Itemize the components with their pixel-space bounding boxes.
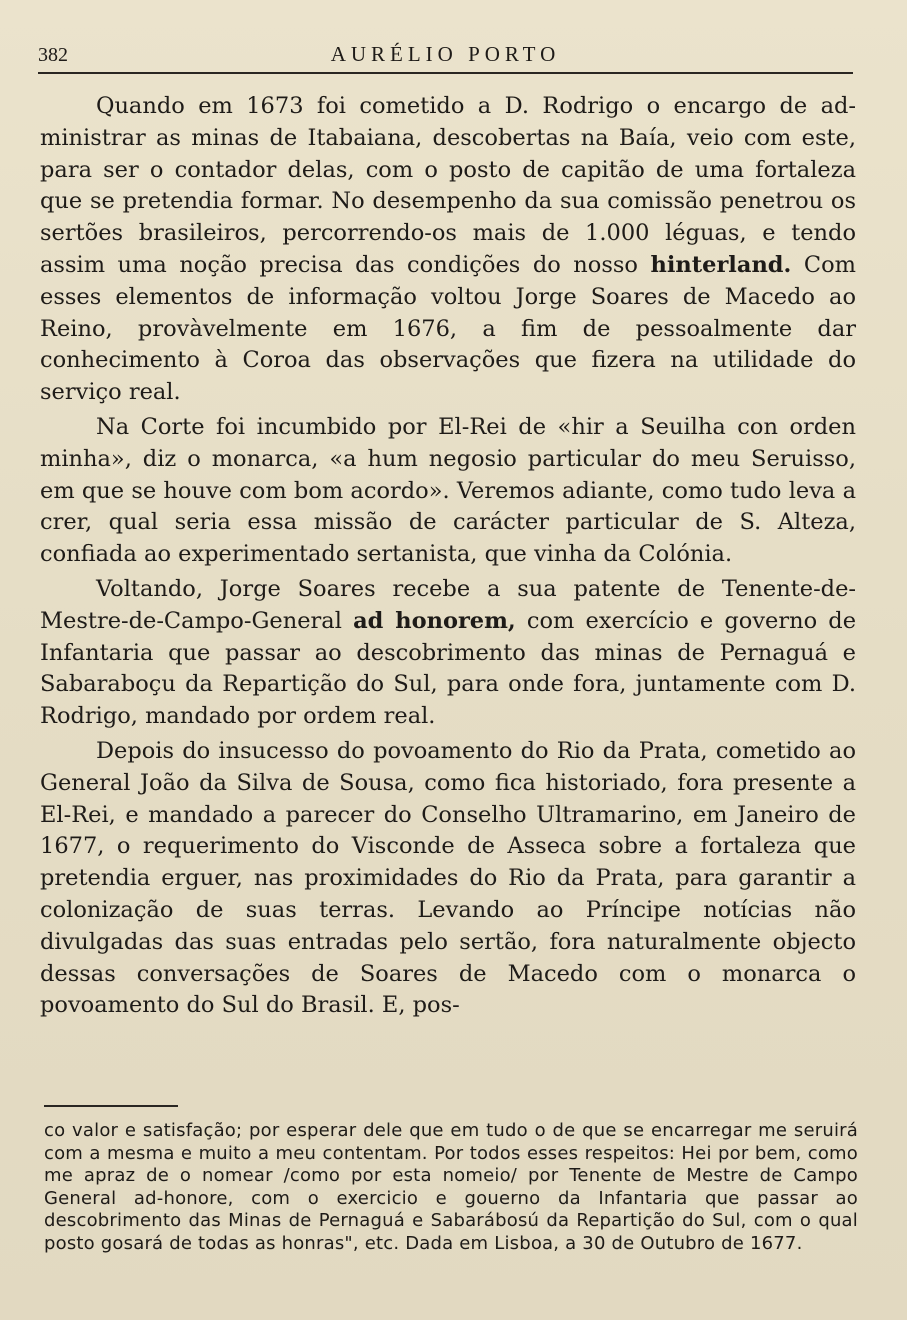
running-head: AURÉLIO PORTO [330, 42, 561, 66]
main-text [40, 91, 856, 1022]
page-number: 382 [38, 44, 68, 66]
paragraph-3-text-a: Voltando, Jorge Soares recebe a sua patente de Tenente-de-Mestre-de-Campo-General [40, 575, 856, 634]
paragraph-1-bold-term: hinterland. [650, 251, 792, 278]
page-header [38, 40, 853, 74]
paragraph-1 [40, 91, 856, 409]
footnote-text: co valor e satisfação; por esperar dele que em tudo o de que se encarregar me seruirá com a mesma e muito a meu contentam. Por todos esses respeitos: Hei por bem, como me apraz de o nomear /como por esta nomeio/ por Tenente de Mestre de Campo General ad-honore, com o exercicio e gouerno da Infantaria que passar ao descobrimento das Minas de Pernaguá e Sabarábosú da Repartição do Sul, com o qual posto gosará de todas as honras", etc. Dada em Lisboa, a 30 de Outubro de 1677. [44, 1120, 858, 1254]
paragraph-1-text-a: Quando em 1673 foi cometido a D. Rodrigo o encargo de administrar as minas de Itabaiana, descobertas na Baía, veio com este, para ser o contador delas, com o posto de capitão de uma fortaleza que se pretendia formar. No desempenho da sua comissão penetrou os sertões brasileiros, percorrendo-os mais de 1.000 léguas, e tendo assim uma noção precisa das condições do nosso [40, 93, 856, 278]
paragraph-4: Depois do insucesso do povoamento do Rio da Prata, cometido ao General João da Silva de Sousa, como fica historiado, fora presente a El-Rei, e mandado a parecer do Conselho Ultramarino, em Janeiro de 1677, o requerimento do Visconde de Asseca sobre a fortaleza que pretendia erguer, nas proximidades do Rio da Prata, para garantir a colonização de suas terras. Levando ao Príncipe notícias não divulgadas das suas entradas pelo sertão, fora naturalmente objecto dessas conversações de Soares de Macedo com o monarca o povoamento do Sul do Brasil. E, pos- [40, 737, 856, 1019]
paragraph-3-bold-term: ad honorem, [353, 607, 516, 634]
paragraph-2: Na Corte foi incumbido por El-Rei de «hir a Seuilha con orden minha», diz o monarca, «a hum negosio particular do meu Seruisso, em que se houve com bom acordo». Veremos adiante, como tudo leva a crer, qual seria essa missão de carácter particular de S. Alteza, confiada ao experimentado sertanista, que vinha da Colónia. [40, 413, 856, 568]
paragraph-1-text-b: Com esses elementos de informação voltou Jorge Soares de Macedo ao Reino, provàvelmente em 1676, a fim de pessoalmente dar conhecimento à Coroa das observações que fizera na utilidade do serviço real. [40, 251, 856, 406]
footnote-divider [44, 1105, 178, 1107]
paragraph-3-text-b: com exercício e governo de Infantaria que passar ao descobrimento das minas de Pernaguá e Sabaraboçu da Repartição do Sul, para onde fora, juntamente com D. Rodrigo, mandado por ordem real. [40, 607, 857, 730]
paragraph-3 [40, 574, 856, 733]
footnote [44, 1120, 858, 1256]
